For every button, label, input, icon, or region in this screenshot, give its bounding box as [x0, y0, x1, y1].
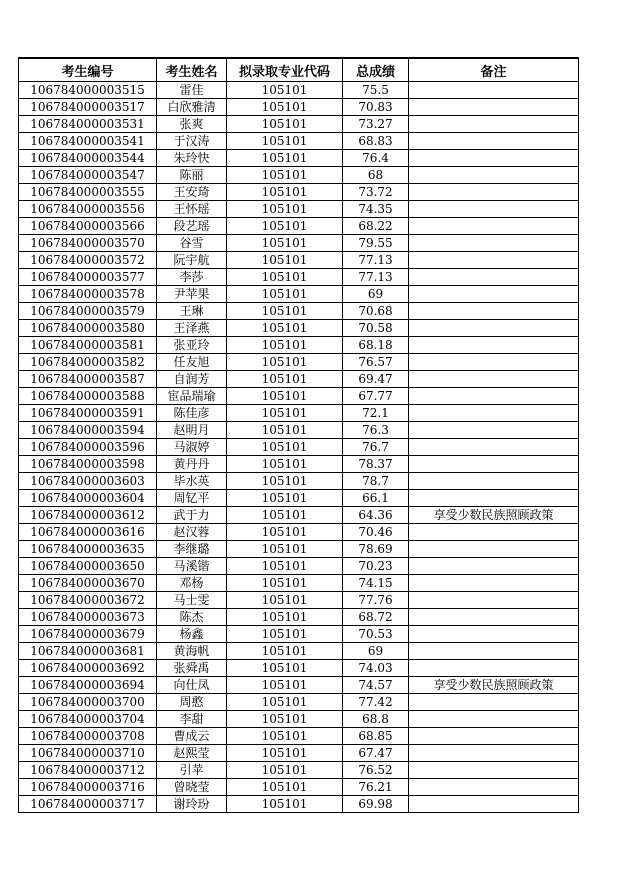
remarks-cell [409, 558, 579, 575]
candidate-name-cell: 赵明月 [157, 422, 227, 439]
candidate-name-cell: 张舜禹 [157, 660, 227, 677]
remarks-cell [409, 422, 579, 439]
major-code-cell: 105101 [227, 388, 343, 405]
total-score-cell: 69.98 [343, 796, 409, 813]
total-score-cell: 78.69 [343, 541, 409, 558]
candidate-name-cell: 谷雪 [157, 235, 227, 252]
remarks-cell [409, 694, 579, 711]
total-score-cell: 70.53 [343, 626, 409, 643]
candidate-name-cell: 马溪锴 [157, 558, 227, 575]
total-score-cell: 69 [343, 286, 409, 303]
remarks-cell [409, 541, 579, 558]
remarks-cell [409, 303, 579, 320]
header-major-code: 拟录取专业代码 [227, 58, 343, 82]
candidate-id-cell: 106784000003596 [19, 439, 157, 456]
total-score-cell: 76.3 [343, 422, 409, 439]
candidate-id-cell: 106784000003650 [19, 558, 157, 575]
candidate-name-cell: 王安琦 [157, 184, 227, 201]
candidate-id-cell: 106784000003517 [19, 99, 157, 116]
candidate-id-cell: 106784000003672 [19, 592, 157, 609]
table-row [19, 320, 579, 337]
major-code-cell: 105101 [227, 150, 343, 167]
candidate-id-cell: 106784000003673 [19, 609, 157, 626]
candidate-id-cell: 106784000003581 [19, 337, 157, 354]
major-code-cell: 105101 [227, 677, 343, 694]
major-code-cell: 105101 [227, 405, 343, 422]
table-row [19, 541, 579, 558]
candidate-id-cell: 106784000003670 [19, 575, 157, 592]
candidate-name-cell: 赵熙莹 [157, 745, 227, 762]
table-row [19, 371, 579, 388]
remarks-cell [409, 201, 579, 218]
table-row [19, 184, 579, 201]
table-row [19, 218, 579, 235]
candidate-name-cell: 雷佳 [157, 82, 227, 99]
total-score-cell: 70.58 [343, 320, 409, 337]
candidate-id-cell: 106784000003712 [19, 762, 157, 779]
candidate-id-cell: 106784000003577 [19, 269, 157, 286]
remarks-cell [409, 320, 579, 337]
table-row [19, 490, 579, 507]
table-row [19, 354, 579, 371]
header-candidate-name: 考生姓名 [157, 58, 227, 82]
candidate-id-cell: 106784000003531 [19, 116, 157, 133]
major-code-cell: 105101 [227, 541, 343, 558]
candidate-id-cell: 106784000003556 [19, 201, 157, 218]
table-row [19, 745, 579, 762]
remarks-cell [409, 660, 579, 677]
table-header-row [19, 58, 579, 82]
candidate-id-cell: 106784000003580 [19, 320, 157, 337]
table-body [19, 82, 579, 813]
candidate-id-cell: 106784000003635 [19, 541, 157, 558]
table-row [19, 286, 579, 303]
total-score-cell: 68.85 [343, 728, 409, 745]
candidate-id-cell: 106784000003616 [19, 524, 157, 541]
total-score-cell: 74.35 [343, 201, 409, 218]
candidate-id-cell: 106784000003604 [19, 490, 157, 507]
candidate-name-cell: 王怀瑶 [157, 201, 227, 218]
table-row [19, 133, 579, 150]
table-row [19, 592, 579, 609]
remarks-cell [409, 405, 579, 422]
total-score-cell: 69.47 [343, 371, 409, 388]
table-row [19, 507, 579, 524]
candidate-id-cell: 106784000003591 [19, 405, 157, 422]
candidate-name-cell: 曾晓莹 [157, 779, 227, 796]
remarks-cell [409, 439, 579, 456]
candidate-id-cell: 106784000003679 [19, 626, 157, 643]
candidate-name-cell: 阮宇航 [157, 252, 227, 269]
table-row [19, 456, 579, 473]
candidate-name-cell: 向仕凤 [157, 677, 227, 694]
major-code-cell: 105101 [227, 592, 343, 609]
remarks-cell: 享受少数民族照顾政策 [409, 507, 579, 524]
table-row [19, 252, 579, 269]
candidate-name-cell: 李莎 [157, 269, 227, 286]
table-row [19, 796, 579, 813]
remarks-cell [409, 116, 579, 133]
table-row [19, 728, 579, 745]
major-code-cell: 105101 [227, 82, 343, 99]
total-score-cell: 78.37 [343, 456, 409, 473]
candidate-id-cell: 106784000003603 [19, 473, 157, 490]
candidate-name-cell: 赵汉蓉 [157, 524, 227, 541]
remarks-cell [409, 609, 579, 626]
table-row [19, 762, 579, 779]
major-code-cell: 105101 [227, 507, 343, 524]
major-code-cell: 105101 [227, 575, 343, 592]
candidate-name-cell: 黄海帆 [157, 643, 227, 660]
major-code-cell: 105101 [227, 711, 343, 728]
candidate-name-cell: 陈丽 [157, 167, 227, 184]
table-row [19, 235, 579, 252]
table-row [19, 99, 579, 116]
candidate-name-cell: 宦品瑞瑜 [157, 388, 227, 405]
major-code-cell: 105101 [227, 524, 343, 541]
total-score-cell: 67.47 [343, 745, 409, 762]
total-score-cell: 76.57 [343, 354, 409, 371]
table-row [19, 711, 579, 728]
total-score-cell: 67.77 [343, 388, 409, 405]
remarks-cell [409, 643, 579, 660]
table-row [19, 269, 579, 286]
candidate-name-cell: 曹成云 [157, 728, 227, 745]
major-code-cell: 105101 [227, 235, 343, 252]
remarks-cell [409, 371, 579, 388]
candidate-name-cell: 马淑婷 [157, 439, 227, 456]
remarks-cell [409, 592, 579, 609]
total-score-cell: 69 [343, 643, 409, 660]
candidate-name-cell: 马士雯 [157, 592, 227, 609]
remarks-cell [409, 286, 579, 303]
candidate-name-cell: 陈杰 [157, 609, 227, 626]
table-row [19, 626, 579, 643]
major-code-cell: 105101 [227, 269, 343, 286]
remarks-cell [409, 269, 579, 286]
remarks-cell [409, 490, 579, 507]
remarks-cell [409, 82, 579, 99]
candidate-id-cell: 106784000003588 [19, 388, 157, 405]
table-row [19, 116, 579, 133]
remarks-cell [409, 235, 579, 252]
table-row [19, 575, 579, 592]
table-row [19, 388, 579, 405]
candidate-id-cell: 106784000003594 [19, 422, 157, 439]
candidate-name-cell: 尹苹果 [157, 286, 227, 303]
total-score-cell: 70.68 [343, 303, 409, 320]
major-code-cell: 105101 [227, 439, 343, 456]
remarks-cell [409, 354, 579, 371]
admission-table [18, 57, 579, 813]
table-row [19, 167, 579, 184]
table-row [19, 609, 579, 626]
candidate-id-cell: 106784000003515 [19, 82, 157, 99]
candidate-id-cell: 106784000003694 [19, 677, 157, 694]
total-score-cell: 70.23 [343, 558, 409, 575]
total-score-cell: 74.15 [343, 575, 409, 592]
candidate-name-cell: 王泽燕 [157, 320, 227, 337]
major-code-cell: 105101 [227, 728, 343, 745]
table-row [19, 303, 579, 320]
total-score-cell: 73.27 [343, 116, 409, 133]
table-row [19, 558, 579, 575]
candidate-name-cell: 自润芳 [157, 371, 227, 388]
total-score-cell: 66.1 [343, 490, 409, 507]
remarks-cell [409, 337, 579, 354]
total-score-cell: 70.46 [343, 524, 409, 541]
remarks-cell [409, 473, 579, 490]
major-code-cell: 105101 [227, 762, 343, 779]
remarks-cell [409, 745, 579, 762]
candidate-name-cell: 王琳 [157, 303, 227, 320]
major-code-cell: 105101 [227, 303, 343, 320]
candidate-name-cell: 黄丹丹 [157, 456, 227, 473]
candidate-id-cell: 106784000003598 [19, 456, 157, 473]
total-score-cell: 72.1 [343, 405, 409, 422]
major-code-cell: 105101 [227, 779, 343, 796]
total-score-cell: 77.76 [343, 592, 409, 609]
major-code-cell: 105101 [227, 354, 343, 371]
major-code-cell: 105101 [227, 252, 343, 269]
remarks-cell: 享受少数民族照顾政策 [409, 677, 579, 694]
candidate-name-cell: 朱玲快 [157, 150, 227, 167]
candidate-name-cell: 段艺瑶 [157, 218, 227, 235]
candidate-id-cell: 106784000003578 [19, 286, 157, 303]
remarks-cell [409, 456, 579, 473]
major-code-cell: 105101 [227, 320, 343, 337]
candidate-id-cell: 106784000003700 [19, 694, 157, 711]
total-score-cell: 79.55 [343, 235, 409, 252]
major-code-cell: 105101 [227, 609, 343, 626]
major-code-cell: 105101 [227, 660, 343, 677]
total-score-cell: 64.36 [343, 507, 409, 524]
candidate-id-cell: 106784000003716 [19, 779, 157, 796]
header-remarks: 备注 [409, 58, 579, 82]
total-score-cell: 76.21 [343, 779, 409, 796]
candidate-name-cell: 周钇平 [157, 490, 227, 507]
candidate-name-cell: 邓杨 [157, 575, 227, 592]
table-row [19, 643, 579, 660]
major-code-cell: 105101 [227, 371, 343, 388]
total-score-cell: 76.4 [343, 150, 409, 167]
major-code-cell: 105101 [227, 167, 343, 184]
remarks-cell [409, 184, 579, 201]
total-score-cell: 68.72 [343, 609, 409, 626]
candidate-name-cell: 毕水英 [157, 473, 227, 490]
candidate-name-cell: 武于力 [157, 507, 227, 524]
candidate-name-cell: 张亚玲 [157, 337, 227, 354]
table-row [19, 150, 579, 167]
candidate-id-cell: 106784000003717 [19, 796, 157, 813]
total-score-cell: 68.18 [343, 337, 409, 354]
candidate-name-cell: 张爽 [157, 116, 227, 133]
total-score-cell: 76.52 [343, 762, 409, 779]
remarks-cell [409, 99, 579, 116]
candidate-id-cell: 106784000003692 [19, 660, 157, 677]
total-score-cell: 68 [343, 167, 409, 184]
admission-table-container [18, 57, 579, 813]
header-candidate-id: 考生编号 [19, 58, 157, 82]
header-total-score: 总成绩 [343, 58, 409, 82]
table-row [19, 201, 579, 218]
table-row [19, 82, 579, 99]
candidate-id-cell: 106784000003572 [19, 252, 157, 269]
major-code-cell: 105101 [227, 201, 343, 218]
table-row [19, 439, 579, 456]
candidate-id-cell: 106784000003681 [19, 643, 157, 660]
table-row [19, 779, 579, 796]
total-score-cell: 70.83 [343, 99, 409, 116]
candidate-id-cell: 106784000003555 [19, 184, 157, 201]
major-code-cell: 105101 [227, 456, 343, 473]
major-code-cell: 105101 [227, 745, 343, 762]
major-code-cell: 105101 [227, 337, 343, 354]
table-row [19, 337, 579, 354]
candidate-id-cell: 106784000003547 [19, 167, 157, 184]
total-score-cell: 78.7 [343, 473, 409, 490]
total-score-cell: 68.22 [343, 218, 409, 235]
major-code-cell: 105101 [227, 99, 343, 116]
major-code-cell: 105101 [227, 422, 343, 439]
remarks-cell [409, 626, 579, 643]
major-code-cell: 105101 [227, 626, 343, 643]
major-code-cell: 105101 [227, 796, 343, 813]
table-row [19, 524, 579, 541]
table-row [19, 422, 579, 439]
major-code-cell: 105101 [227, 133, 343, 150]
total-score-cell: 68.8 [343, 711, 409, 728]
remarks-cell [409, 150, 579, 167]
candidate-id-cell: 106784000003544 [19, 150, 157, 167]
remarks-cell [409, 524, 579, 541]
major-code-cell: 105101 [227, 558, 343, 575]
candidate-name-cell: 任友旭 [157, 354, 227, 371]
major-code-cell: 105101 [227, 184, 343, 201]
total-score-cell: 74.57 [343, 677, 409, 694]
table-row [19, 405, 579, 422]
candidate-name-cell: 周憨 [157, 694, 227, 711]
remarks-cell [409, 796, 579, 813]
major-code-cell: 105101 [227, 218, 343, 235]
candidate-name-cell: 李继璐 [157, 541, 227, 558]
candidate-name-cell: 谢玲玢 [157, 796, 227, 813]
remarks-cell [409, 575, 579, 592]
candidate-id-cell: 106784000003612 [19, 507, 157, 524]
table-row [19, 660, 579, 677]
total-score-cell: 77.42 [343, 694, 409, 711]
remarks-cell [409, 728, 579, 745]
total-score-cell: 75.5 [343, 82, 409, 99]
candidate-id-cell: 106784000003582 [19, 354, 157, 371]
candidate-name-cell: 白欣雅清 [157, 99, 227, 116]
candidate-name-cell: 引苹 [157, 762, 227, 779]
major-code-cell: 105101 [227, 643, 343, 660]
total-score-cell: 68.83 [343, 133, 409, 150]
remarks-cell [409, 167, 579, 184]
total-score-cell: 77.13 [343, 252, 409, 269]
candidate-name-cell: 陈佳彦 [157, 405, 227, 422]
total-score-cell: 76.7 [343, 439, 409, 456]
remarks-cell [409, 133, 579, 150]
candidate-id-cell: 106784000003570 [19, 235, 157, 252]
remarks-cell [409, 388, 579, 405]
candidate-name-cell: 于汉涛 [157, 133, 227, 150]
table-row [19, 694, 579, 711]
remarks-cell [409, 218, 579, 235]
major-code-cell: 105101 [227, 473, 343, 490]
candidate-name-cell: 李甜 [157, 711, 227, 728]
table-row [19, 677, 579, 694]
total-score-cell: 73.72 [343, 184, 409, 201]
major-code-cell: 105101 [227, 490, 343, 507]
major-code-cell: 105101 [227, 286, 343, 303]
major-code-cell: 105101 [227, 694, 343, 711]
remarks-cell [409, 711, 579, 728]
candidate-id-cell: 106784000003579 [19, 303, 157, 320]
candidate-id-cell: 106784000003704 [19, 711, 157, 728]
candidate-id-cell: 106784000003708 [19, 728, 157, 745]
remarks-cell [409, 252, 579, 269]
candidate-id-cell: 106784000003587 [19, 371, 157, 388]
candidate-id-cell: 106784000003541 [19, 133, 157, 150]
remarks-cell [409, 762, 579, 779]
table-row [19, 473, 579, 490]
total-score-cell: 77.13 [343, 269, 409, 286]
candidate-name-cell: 杨鑫 [157, 626, 227, 643]
major-code-cell: 105101 [227, 116, 343, 133]
candidate-id-cell: 106784000003566 [19, 218, 157, 235]
remarks-cell [409, 779, 579, 796]
total-score-cell: 74.03 [343, 660, 409, 677]
candidate-id-cell: 106784000003710 [19, 745, 157, 762]
